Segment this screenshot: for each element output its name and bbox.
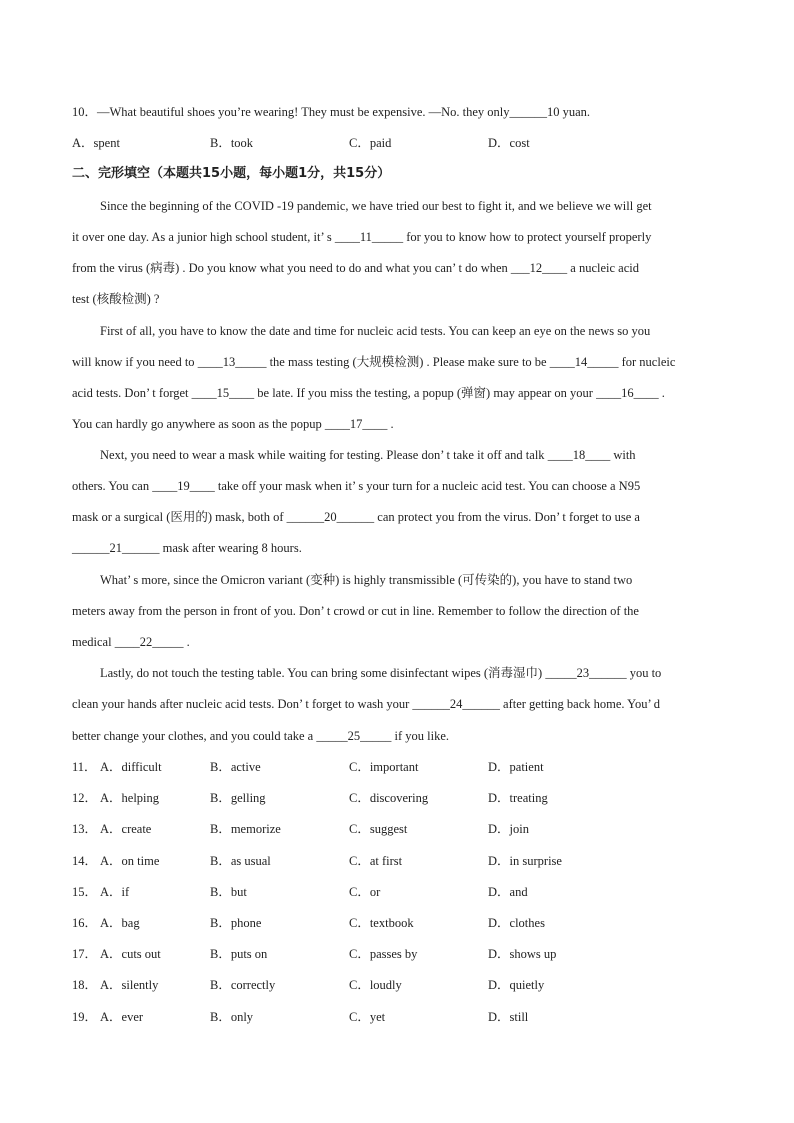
- option-d: D．quietly: [488, 978, 545, 992]
- option-c: C．discovering: [349, 791, 429, 805]
- passage-line: meters away from the person in front of you. Don’ t crowd or cut in line. Remember to follow the direction of the: [72, 604, 639, 618]
- option-d: D．treating: [488, 791, 548, 805]
- blank-14: ____14_____: [549, 355, 619, 369]
- passage-text: .: [183, 635, 190, 649]
- passage-line: [100, 665, 661, 681]
- passage-line: [72, 229, 651, 245]
- option-a: A．spent: [72, 136, 120, 150]
- passage-text: mask or a surgical (医用的) mask, both of: [72, 510, 287, 524]
- option-a: A．silently: [100, 978, 159, 992]
- passage-text: better change your clothes, and you could take a: [72, 729, 317, 743]
- passage-text: .: [658, 386, 665, 400]
- passage-text: with: [610, 448, 636, 462]
- option-a: A．create: [100, 822, 152, 836]
- passage-text: take off your mask when it’ s your turn for a nucleic acid test. You can choose a N95: [214, 479, 641, 493]
- passage-line: [72, 478, 640, 494]
- passage-line: [72, 416, 394, 432]
- passage-text: .: [387, 417, 394, 431]
- passage-text: mask after wearing 8 hours.: [159, 541, 302, 555]
- question-number: 18．: [72, 978, 98, 992]
- blank-20: ______20______: [286, 510, 375, 524]
- blank-18: ____18____: [547, 448, 611, 462]
- option-a: A．cuts out: [100, 947, 161, 961]
- passage-text: clean your hands after nucleic acid tests. Don’ t forget to wash your: [72, 697, 413, 711]
- option-b: B．memorize: [210, 822, 281, 836]
- question-15: [72, 884, 722, 900]
- blank-21: ______21______: [72, 541, 160, 555]
- option-c: C．at first: [349, 854, 403, 868]
- passage-line: [72, 696, 660, 712]
- blank-15: ____15____: [191, 386, 255, 400]
- option-d: D．patient: [488, 760, 544, 774]
- option-b: B．but: [210, 885, 247, 899]
- blank-17: ____17____: [324, 417, 388, 431]
- question-12: [72, 790, 722, 806]
- option-d: D．join: [488, 822, 529, 836]
- option-b: B．correctly: [210, 978, 276, 992]
- passage-text: after getting back home. You’ d: [499, 697, 661, 711]
- blank-13: ____13_____: [197, 355, 267, 369]
- option-d: D．and: [488, 885, 528, 899]
- passage-text: if you like.: [391, 729, 449, 743]
- option-b: B．puts on: [210, 947, 268, 961]
- passage-line: [72, 634, 190, 650]
- question-19: [72, 1009, 722, 1025]
- passage-text: acid tests. Don’ t forget: [72, 386, 192, 400]
- option-d: D．shows up: [488, 947, 557, 961]
- option-a: A．helping: [100, 791, 160, 805]
- option-b: B．gelling: [210, 791, 266, 805]
- option-b: B．took: [210, 136, 254, 150]
- passage-line: [72, 509, 640, 525]
- section-title: 二、完形填空（本题共15小题，每小题1分，共15分）: [72, 166, 391, 181]
- passage-line: [72, 385, 665, 401]
- question-number: 15．: [72, 885, 98, 899]
- option-a: A．if: [100, 885, 130, 899]
- passage-line: Since the beginning of the COVID -19 pandemic, we have tried our best to fight it, and we believe we will get: [100, 199, 652, 213]
- option-a: A．on time: [100, 854, 160, 868]
- option-d: D．cost: [488, 136, 530, 150]
- option-a: A．bag: [100, 916, 140, 930]
- option-c: C．passes by: [349, 947, 418, 961]
- passage-text: it over one day. As a junior high school student, it’ s: [72, 230, 335, 244]
- question-number: 17．: [72, 947, 98, 961]
- passage-text: the mass testing (大规模检测) . Please make sure to be: [266, 355, 550, 369]
- passage-text: you to: [626, 666, 662, 680]
- passage-line: [72, 354, 675, 370]
- option-c: C．loudly: [349, 978, 402, 992]
- option-a: A．ever: [100, 1010, 144, 1024]
- passage-text: for you to know how to protect yourself properly: [403, 230, 652, 244]
- option-b: B．as usual: [210, 854, 271, 868]
- blank-22: ____22_____: [114, 635, 184, 649]
- option-d: D．clothes: [488, 916, 545, 930]
- passage-text: for nucleic: [618, 355, 676, 369]
- passage-text: can protect you from the virus. Don’ t forget to use a: [374, 510, 640, 524]
- passage-text: be late. If you miss the testing, a popup (弹窗) may appear on your: [254, 386, 597, 400]
- blank-23: _____23______: [545, 666, 627, 680]
- question-18: [72, 977, 722, 993]
- passage-text: You can hardly go anywhere as soon as the popup: [72, 417, 325, 431]
- passage-text: a nucleic acid: [567, 261, 640, 275]
- option-c: C．important: [349, 760, 419, 774]
- question-10-stem: 10．—What beautiful shoes you’re wearing! They must be expensive. —No. they only______10 yuan.: [72, 105, 591, 119]
- question-number: 19．: [72, 1010, 98, 1024]
- option-c: C．textbook: [349, 916, 414, 930]
- blank-19: ____19____: [152, 479, 215, 493]
- blank-11: ____11_____: [334, 230, 404, 244]
- option-c: C．or: [349, 885, 381, 899]
- option-c: C．paid: [349, 136, 392, 150]
- blank-24: ______24______: [412, 697, 500, 711]
- passage-text: others. You can: [72, 479, 153, 493]
- question-11: [72, 759, 722, 775]
- blank-12: ___12____: [510, 261, 568, 275]
- passage-line: [100, 447, 636, 463]
- option-b: B．phone: [210, 916, 262, 930]
- question-17: [72, 946, 722, 962]
- blank-16: ____16____: [596, 386, 659, 400]
- passage-line: First of all, you have to know the date and time for nucleic acid tests. You can keep an eye on the news so you: [100, 324, 651, 338]
- question-14: [72, 853, 722, 869]
- question-10-options: [72, 135, 722, 151]
- question-number: 12．: [72, 791, 98, 805]
- passage-text: from the virus (病毒) . Do you know what you need to do and what you can’ t do when: [72, 261, 511, 275]
- blank-25: _____25_____: [316, 729, 392, 743]
- passage-line: [72, 728, 449, 744]
- option-c: C．suggest: [349, 822, 408, 836]
- option-a: A．difficult: [100, 760, 162, 774]
- passage-line: test (核酸检测) ?: [72, 292, 160, 306]
- option-b: B．active: [210, 760, 261, 774]
- question-number: 13．: [72, 822, 98, 836]
- option-d: D．in surprise: [488, 854, 562, 868]
- question-number: 11．: [72, 760, 97, 774]
- passage-text: will know if you need to: [72, 355, 198, 369]
- question-13: [72, 821, 722, 837]
- passage-text: Lastly, do not touch the testing table. You can bring some disinfectant wipes (消毒湿巾): [100, 666, 546, 680]
- passage-line: [72, 260, 639, 276]
- option-b: B．only: [210, 1010, 254, 1024]
- option-c: C．yet: [349, 1010, 386, 1024]
- question-16: [72, 915, 722, 931]
- passage-line: [72, 540, 302, 556]
- question-number: 16．: [72, 916, 98, 930]
- passage-text: medical: [72, 635, 115, 649]
- question-number: 14．: [72, 854, 98, 868]
- option-d: D．still: [488, 1010, 529, 1024]
- passage-line: What’ s more, since the Omicron variant (变种) is highly transmissible (可传染的), you have to stand two: [100, 573, 633, 587]
- passage-text: Next, you need to wear a mask while waiting for testing. Please don’ t take it off and talk: [100, 448, 548, 462]
